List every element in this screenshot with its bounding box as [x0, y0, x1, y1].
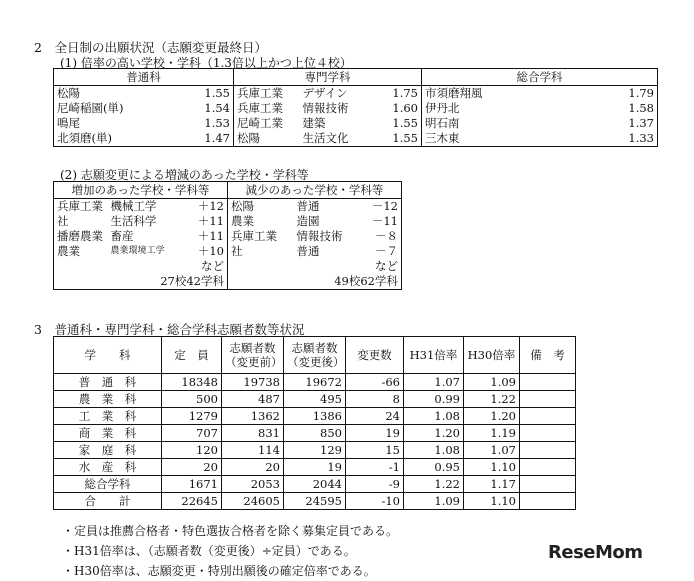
table-cell: 8	[346, 391, 404, 408]
increase-value: ＋12	[180, 199, 228, 215]
table-cell: 1.17	[464, 476, 520, 493]
senmon-ratio: 1.55	[368, 116, 422, 131]
header-decrease: 減少のあった学校・学科等	[228, 182, 402, 199]
table-cell: 1.09	[464, 374, 520, 391]
increase-school: 社	[57, 214, 69, 228]
table-cell: 1671	[162, 476, 222, 493]
increase-dept: 生活科学	[110, 214, 157, 228]
decrease-etc: など	[375, 259, 398, 273]
decrease-dept: 普通	[296, 199, 320, 213]
futsu-ratio: 1.53	[164, 116, 234, 131]
decrease-value: －８	[375, 229, 398, 243]
senmon-school: 兵庫工業	[237, 101, 283, 115]
table-cell: 114	[222, 442, 284, 459]
futsu-ratio: 1.54	[164, 101, 234, 116]
section3-heading: 3 普通科・専門学科・総合学科志願者数等状況	[34, 322, 305, 337]
dept-name: 水 産 科	[54, 459, 162, 476]
decrease-total: 49校62学科	[334, 274, 398, 288]
dept-name: 総合学科	[54, 476, 162, 493]
table-cell	[520, 442, 576, 459]
column-header: 志願者数（変更前）	[222, 337, 284, 374]
table-cell: 1.07	[464, 442, 520, 459]
sogo-school: 三木東	[425, 131, 460, 145]
futsu-ratio: 1.55	[164, 86, 234, 102]
decrease-dept: 普通	[296, 244, 320, 258]
table-cell	[520, 459, 576, 476]
table-cell: -9	[346, 476, 404, 493]
increase-school: 播磨農業	[57, 229, 103, 243]
table-cell: 1.10	[464, 459, 520, 476]
futsu-school: 尼崎稲園(単)	[57, 101, 124, 115]
resemom-logo: ReseMom	[548, 542, 643, 563]
increase-dept: 農業環境工学	[110, 246, 165, 256]
table-cell	[520, 408, 576, 425]
header-futsu: 普通科	[54, 69, 234, 86]
decrease-school: 農業	[231, 214, 254, 228]
column-header: H31倍率	[404, 337, 464, 374]
table-row	[54, 476, 576, 493]
futsu-school: 鳴尾	[57, 116, 80, 130]
table-cell: 1386	[284, 408, 346, 425]
table-cell: -10	[346, 493, 404, 510]
decrease-value: －７	[375, 244, 398, 258]
senmon-ratio: 1.55	[368, 131, 422, 147]
decrease-school: 松陽	[231, 199, 254, 213]
column-header: 備 考	[520, 337, 576, 374]
sogo-ratio: 1.58	[628, 101, 654, 115]
decrease-dept: 造園	[296, 214, 320, 228]
table-row	[54, 116, 658, 131]
increase-school: 兵庫工業	[57, 199, 103, 213]
table-row	[54, 131, 658, 147]
total-row	[54, 493, 576, 510]
table-cell: 2053	[222, 476, 284, 493]
table-cell: 22645	[162, 493, 222, 510]
note-1: ・定員は推薦合格者・特色選抜合格者を除く募集定員である。	[62, 524, 399, 538]
table-cell: 1279	[162, 408, 222, 425]
column-header: 志願者数（変更後）	[284, 337, 346, 374]
senmon-dept: 生活文化	[302, 131, 349, 145]
note-3: ・H30倍率は、志願変更・特別出願後の確定倍率である。	[62, 564, 376, 578]
sogo-school: 伊丹北	[425, 101, 460, 115]
table-row	[54, 425, 576, 442]
table-cell: 0.99	[404, 391, 464, 408]
dept-name: 合 計	[54, 493, 162, 510]
table-cell: 1.22	[464, 391, 520, 408]
futsu-ratio: 1.47	[164, 131, 234, 147]
table-row	[54, 391, 576, 408]
dept-name: 家 庭 科	[54, 442, 162, 459]
sub1-heading: (1) 倍率の高い学校・学科（1.3倍以上かつ上位４校）	[60, 56, 352, 70]
increase-value: ＋11	[180, 229, 228, 244]
table-cell: 24595	[284, 493, 346, 510]
dept-name: 工 業 科	[54, 408, 162, 425]
table-cell: 500	[162, 391, 222, 408]
table-row	[54, 244, 402, 259]
table-cell: 20	[222, 459, 284, 476]
sogo-ratio: 1.33	[628, 131, 654, 145]
senmon-dept: 情報技術	[302, 101, 349, 115]
table-cell: 1.09	[404, 493, 464, 510]
table-cell: -1	[346, 459, 404, 476]
table-cell: 1.19	[464, 425, 520, 442]
table-cell: 1.07	[404, 374, 464, 391]
senmon-ratio: 1.60	[368, 101, 422, 116]
sogo-ratio: 1.37	[628, 116, 654, 130]
senmon-school: 兵庫工業	[237, 86, 283, 100]
table-cell: 19672	[284, 374, 346, 391]
dept-name: 普 通 科	[54, 374, 162, 391]
table-cell: 850	[284, 425, 346, 442]
table-cell: 129	[284, 442, 346, 459]
table-row	[54, 459, 576, 476]
table-cell: 19	[346, 425, 404, 442]
senmon-dept: 建築	[302, 116, 326, 130]
table-cell	[520, 374, 576, 391]
table-row	[54, 214, 402, 229]
table-cell: 2044	[284, 476, 346, 493]
table-cell	[520, 476, 576, 493]
table-cell	[520, 425, 576, 442]
increase-etc: など	[180, 259, 228, 274]
header-senmon: 専門学科	[234, 69, 422, 86]
senmon-dept: デザイン	[302, 86, 348, 100]
table-cell: 487	[222, 391, 284, 408]
table-cell: 495	[284, 391, 346, 408]
table-cell: 1.20	[404, 425, 464, 442]
table-cell: 19	[284, 459, 346, 476]
decrease-dept: 情報技術	[296, 229, 343, 243]
table-cell: 20	[162, 459, 222, 476]
table-cell: 1.20	[464, 408, 520, 425]
table-row-etc	[54, 259, 402, 274]
table-row	[54, 442, 576, 459]
header-increase: 増加のあった学校・学科等	[54, 182, 228, 199]
table-cell: 18348	[162, 374, 222, 391]
column-header: 学 科	[54, 337, 162, 374]
top-ratio-table	[53, 68, 658, 147]
table-row	[54, 101, 658, 116]
dept-name: 商 業 科	[54, 425, 162, 442]
section2-heading: 2 全日制の出願状況（志願変更最終日）	[34, 40, 267, 55]
change-table	[53, 181, 402, 290]
senmon-ratio: 1.75	[368, 86, 422, 102]
table-row	[54, 229, 402, 244]
column-header: 定 員	[162, 337, 222, 374]
sogo-ratio: 1.79	[628, 86, 654, 100]
table-cell	[520, 493, 576, 510]
table-row	[54, 408, 576, 425]
increase-dept: 機械工学	[110, 199, 157, 213]
table-cell: 120	[162, 442, 222, 459]
table-row	[54, 86, 658, 102]
table-row	[54, 199, 402, 215]
table-cell: 24605	[222, 493, 284, 510]
table-cell: 1.08	[404, 442, 464, 459]
table-cell: 0.95	[404, 459, 464, 476]
increase-value: ＋10	[180, 244, 228, 259]
increase-total: 27校42学科	[54, 274, 228, 290]
increase-school: 農業	[57, 244, 80, 258]
futsu-school: 松陽	[57, 86, 80, 100]
table-cell: -66	[346, 374, 404, 391]
table-row	[54, 374, 576, 391]
table-cell: 24	[346, 408, 404, 425]
decrease-school: 兵庫工業	[231, 229, 277, 243]
dept-name: 農 業 科	[54, 391, 162, 408]
table-cell: 831	[222, 425, 284, 442]
table-cell: 1.22	[404, 476, 464, 493]
decrease-value: －12	[371, 199, 398, 213]
column-header: 変更数	[346, 337, 404, 374]
note-2: ・H31倍率は、（志願者数（変更後）÷定員）である。	[62, 544, 356, 558]
column-header: H30倍率	[464, 337, 520, 374]
table-cell: 1.10	[464, 493, 520, 510]
header-sogo: 総合学科	[422, 69, 658, 86]
table-row-total	[54, 274, 402, 290]
sogo-school: 市須磨翔風	[425, 86, 483, 100]
applicants-table	[53, 336, 576, 510]
senmon-school: 松陽	[237, 131, 260, 145]
table-cell: 707	[162, 425, 222, 442]
senmon-school: 尼崎工業	[237, 116, 283, 130]
sub2-heading: (2) 志願変更による増減のあった学校・学科等	[60, 168, 309, 182]
table-cell: 1.08	[404, 408, 464, 425]
table-cell: 1362	[222, 408, 284, 425]
table-cell	[520, 391, 576, 408]
table-cell: 15	[346, 442, 404, 459]
decrease-school: 社	[231, 244, 243, 258]
futsu-school: 北須磨(単)	[57, 131, 112, 145]
increase-value: ＋11	[180, 214, 228, 229]
sogo-school: 明石南	[425, 116, 460, 130]
increase-dept: 畜産	[110, 229, 134, 243]
table-cell: 19738	[222, 374, 284, 391]
decrease-value: －11	[371, 214, 398, 228]
